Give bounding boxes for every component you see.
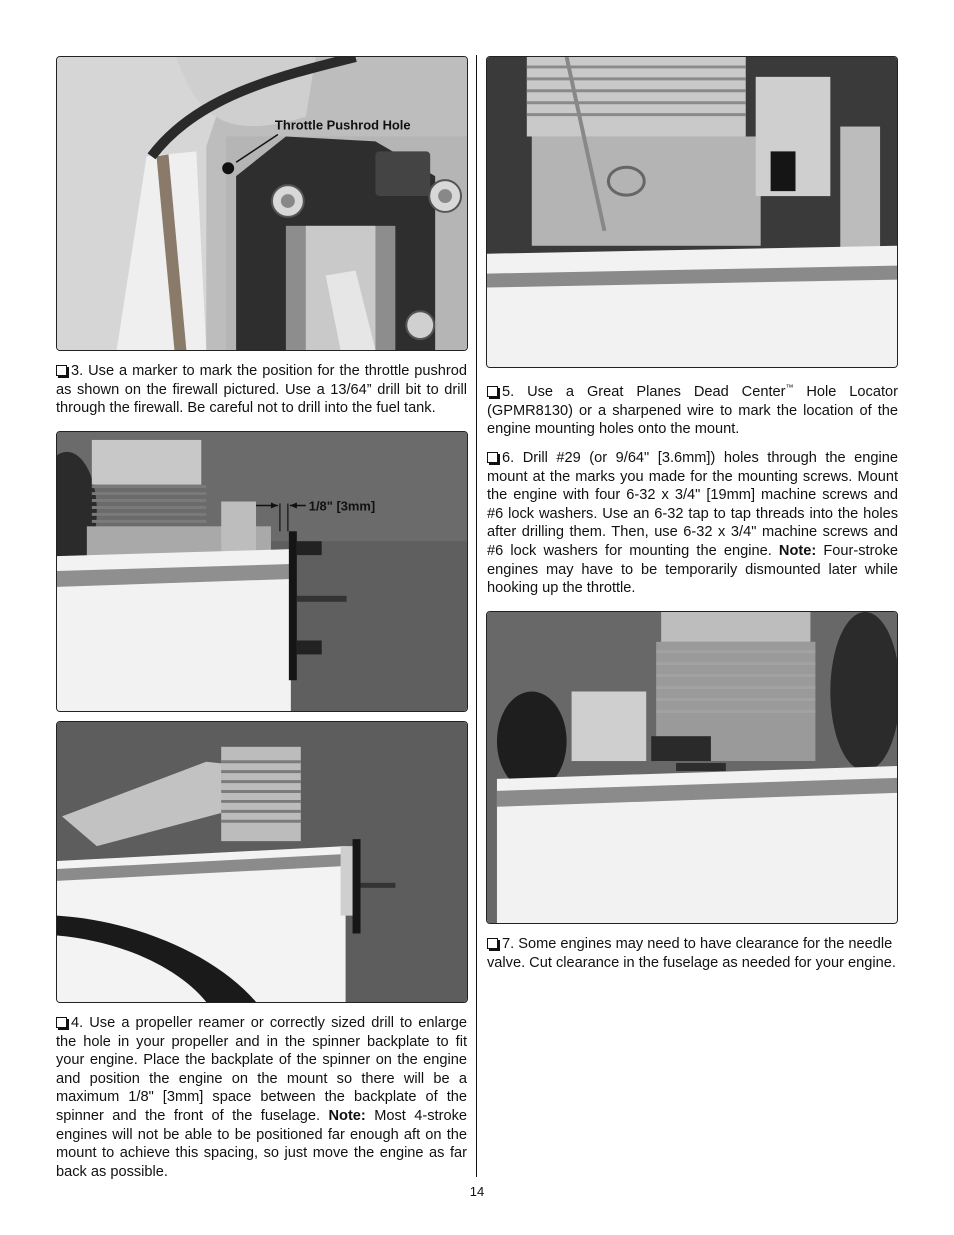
spacing-callout: 1/8" [3mm] (308, 498, 376, 514)
checkbox-icon[interactable] (56, 365, 67, 376)
page-number: 14 (469, 1184, 485, 1199)
step-7-text: 7. Some engines may need to have clearance for the needle valve. Cut clearance in the fuselage as needed for your engine. (487, 936, 896, 971)
photo-firewall-pushrod-hole (56, 56, 468, 351)
checkbox-icon[interactable] (487, 386, 498, 397)
step-3-text: 3. Use a marker to mark the position for the throttle pushrod as shown on the firewall pictured. Use a 13/64” drill bit to drill through the firewall. Be careful not to drill into the fuel tank. (56, 363, 467, 417)
throttle-pushrod-hole-callout: Throttle Pushrod Hole (274, 117, 411, 133)
step-6-text: 6. Drill #29 (or 9/64" [3.6mm]) holes through the engine mount at the marks you made for the mounting screws. Mount the engine with four 6-32 x 3/4" [19mm] machine screws and #6 lock washers. Use an 6-32 tap to tap threads into the holes after drilling them. Then, use 6-32 x 3/4" machine screws and #6 lock washers for mounting the engine. Note: Four-stroke engines may have to be temporarily dismounted later while hooking up the throttle. (487, 450, 898, 597)
checkbox-icon[interactable] (56, 1017, 67, 1028)
checkbox-icon[interactable] (487, 938, 498, 949)
checkbox-icon[interactable] (487, 452, 498, 463)
step-5-text: 5. Use a Great Planes Dead Center™ Hole Locator (GPMR8130) or a sharpened wire to mark the location of the engine mounting holes onto the mount. (487, 383, 898, 438)
column-divider (476, 55, 477, 1177)
photo-needle-valve-clearance (486, 611, 898, 924)
step-4-text: 4. Use a propeller reamer or correctly sized drill to enlarge the hole in your propeller and in the spinner backplate to fit your engine. Place the backplate of the spinner on the engine and position the engine on the mount so there will be a maximum 1/8" [3mm] space between the backplate of the spinner and the front of the fuselage. Note: Most 4-stroke engines will not be able to be positioned far enough aft on the mount to achieve this spacing, so just move the engine as far back as possible. (56, 1015, 468, 1180)
photo-hole-locator (486, 56, 898, 368)
photo-four-stroke-engine (56, 721, 468, 1003)
photo-engine-spacing (56, 431, 468, 712)
